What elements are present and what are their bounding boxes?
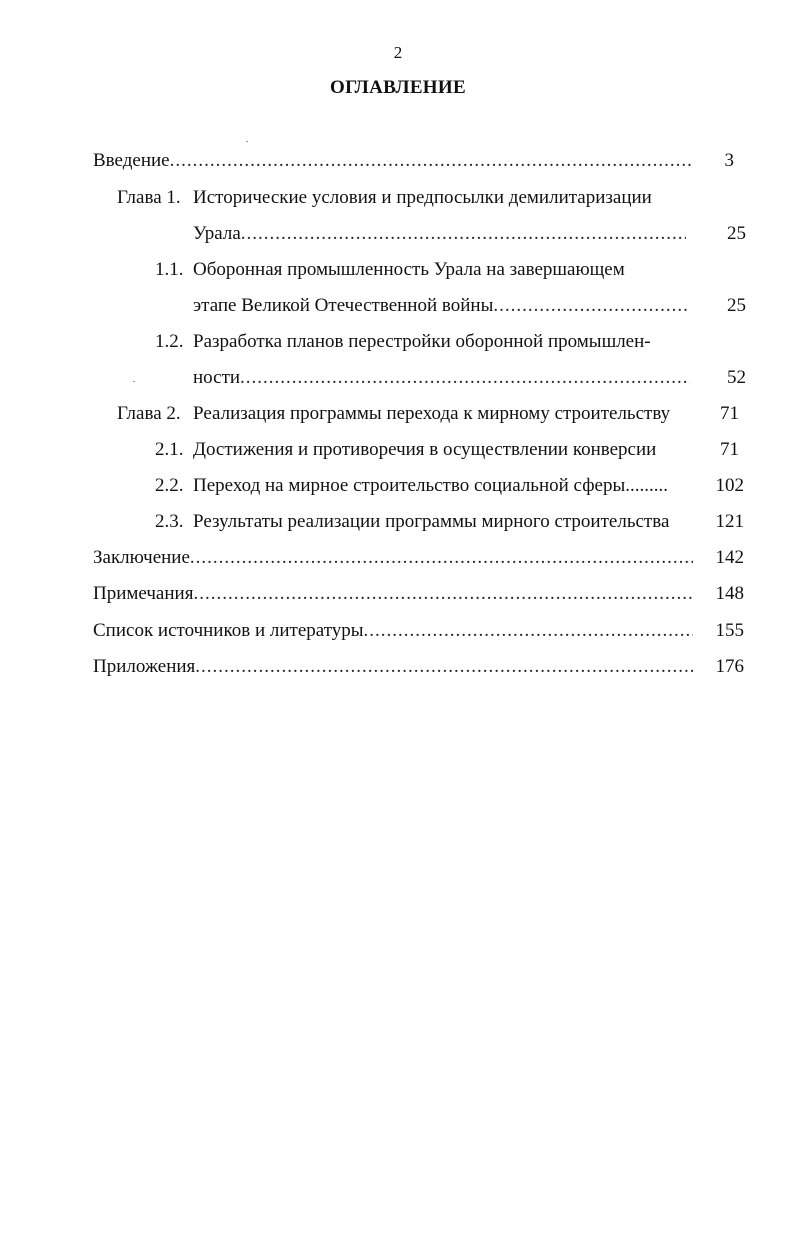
dot-leader bbox=[240, 365, 690, 391]
toc-entry-section-2-2[interactable] bbox=[155, 473, 695, 499]
dot-leader bbox=[195, 654, 693, 680]
toc-page-number: 148 bbox=[715, 583, 744, 604]
dot-leader bbox=[170, 148, 693, 174]
toc-entry-notes[interactable] bbox=[93, 581, 693, 607]
toc-entry-text: Достижения и противоречия в осуществлении конверсии bbox=[193, 439, 657, 460]
toc-entry-text: Переход на мирное строительство социальной сферы......... bbox=[193, 475, 668, 496]
toc-entry-text: Заключение bbox=[93, 547, 190, 568]
section-number: 2.1. bbox=[155, 439, 184, 460]
toc-entry-section-1-2-cont[interactable] bbox=[193, 365, 690, 391]
toc-entry-intro[interactable] bbox=[93, 148, 693, 174]
toc-entry-chapter-1-cont[interactable] bbox=[193, 221, 686, 247]
toc-entry-text: Список источников и литературы bbox=[93, 620, 364, 641]
chapter-label: Глава 1. bbox=[117, 187, 181, 208]
toc-entry-appendix[interactable] bbox=[93, 654, 693, 680]
toc-entry-text: Примечания bbox=[93, 583, 194, 604]
dot-leader bbox=[193, 581, 693, 607]
toc-entry-text: Введение bbox=[93, 150, 170, 171]
toc-entry-section-1-1-cont[interactable] bbox=[193, 293, 690, 319]
toc-entry-text: Приложения bbox=[93, 656, 196, 677]
toc-page-number: 121 bbox=[715, 511, 744, 532]
toc-page-number: 71 bbox=[720, 403, 739, 424]
toc-page-number: 142 bbox=[715, 547, 744, 568]
dot-leader bbox=[493, 293, 690, 319]
toc-page-number: 102 bbox=[715, 475, 744, 496]
toc-page-number: 52 bbox=[727, 367, 746, 388]
dot-leader bbox=[364, 618, 693, 644]
toc-entry-sources[interactable] bbox=[93, 618, 693, 644]
toc-page-number: 155 bbox=[715, 620, 744, 641]
page-number: 2 bbox=[393, 43, 403, 62]
toc-entry-text: Разработка планов перестройки оборонной промышлен- bbox=[193, 331, 651, 352]
toc-entry-section-1-1[interactable] bbox=[155, 257, 695, 283]
toc-entry-conclusion[interactable] bbox=[93, 545, 693, 571]
page-title: ОГЛАВЛЕНИЕ bbox=[330, 77, 466, 98]
toc-entry-section-2-1[interactable] bbox=[155, 437, 695, 463]
toc-entry-text: этапе Великой Отечественной войны bbox=[193, 295, 494, 316]
toc-page-number: 71 bbox=[720, 439, 739, 460]
section-number: 2.2. bbox=[155, 475, 184, 496]
toc-entry-text: Реализация программы перехода к мирному строительству bbox=[193, 403, 671, 424]
section-number: 2.3. bbox=[155, 511, 184, 532]
toc-entry-text: Результаты реализации программы мирного строительства bbox=[193, 511, 670, 532]
toc-entry-section-2-3[interactable] bbox=[155, 509, 695, 535]
dot-leader bbox=[241, 221, 686, 247]
section-number: 1.1. bbox=[155, 259, 184, 280]
toc-entry-text: Исторические условия и предпосылки демилитаризации bbox=[193, 187, 652, 208]
dot-leader bbox=[190, 545, 693, 571]
toc-page-number: 176 bbox=[715, 656, 744, 677]
toc-page-number: 25 bbox=[727, 295, 746, 316]
toc-page-number: 25 bbox=[727, 223, 746, 244]
toc-page-number: 3 bbox=[724, 150, 734, 171]
toc-entry-section-1-2[interactable] bbox=[155, 329, 695, 355]
section-number: 1.2. bbox=[155, 331, 184, 352]
toc-entry-chapter-1[interactable] bbox=[117, 185, 697, 211]
toc-entry-text: Оборонная промышленность Урала на завершающем bbox=[193, 259, 625, 280]
toc-entry-chapter-2[interactable] bbox=[117, 401, 697, 427]
toc-entry-text: ности bbox=[193, 367, 241, 388]
chapter-label: Глава 2. bbox=[117, 403, 181, 424]
toc-entry-text: Урала bbox=[193, 223, 241, 244]
